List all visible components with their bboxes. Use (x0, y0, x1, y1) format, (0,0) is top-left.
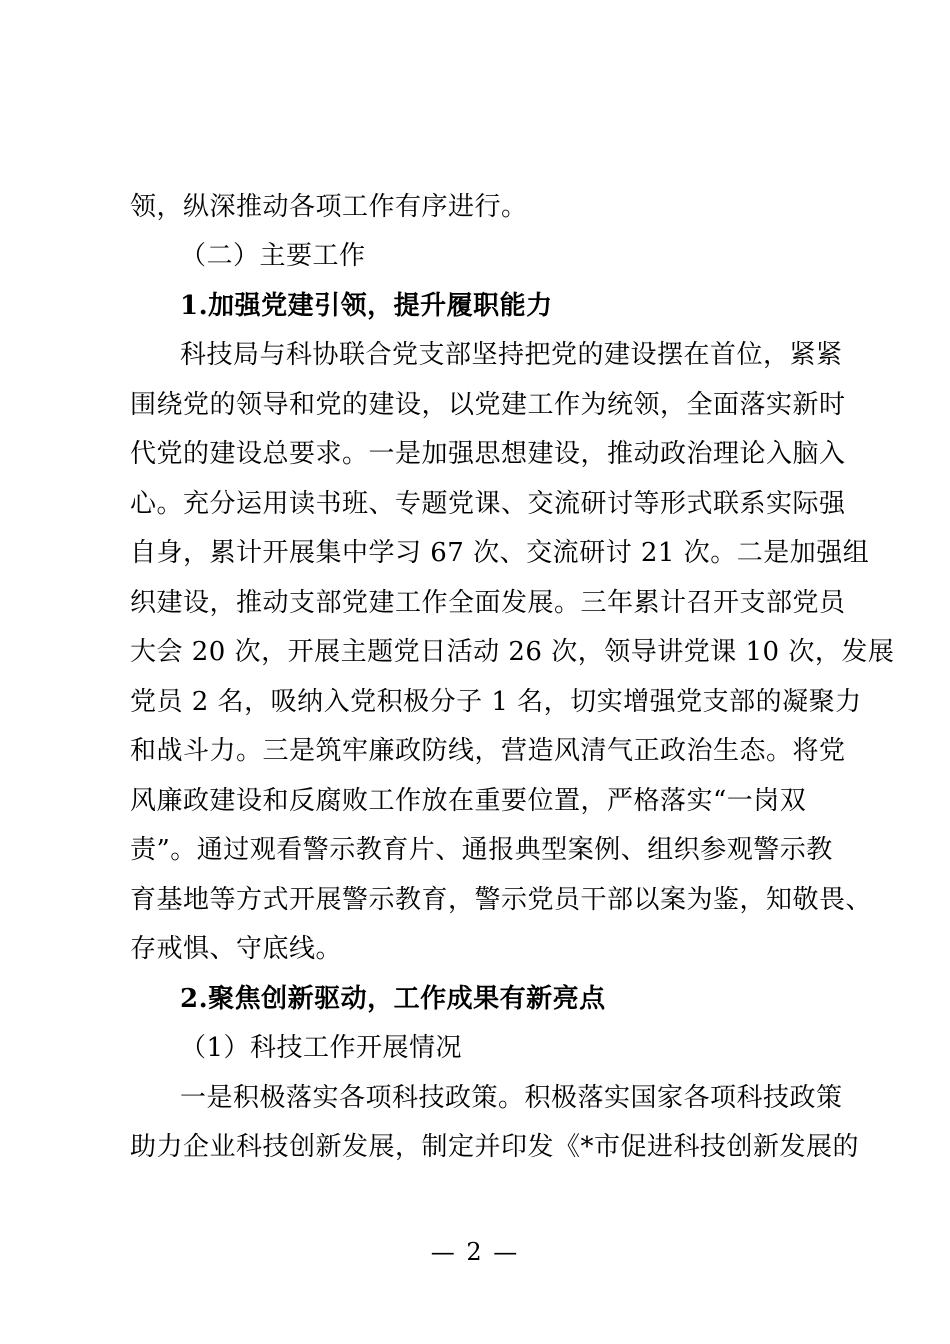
paragraph-line: 围绕党的领导和党的建设，以党建工作为统领，全面落实新时 (130, 390, 846, 420)
paragraph-line: 和战斗力。三是筑牢廉政防线，营造风清气正政治生态。将党 (130, 736, 846, 766)
paragraph-line: 存戒惧、守底线。 (130, 934, 343, 964)
paragraph-line: 一是积极落实各项科技政策。积极落实国家各项科技政策 (180, 1083, 843, 1113)
subsection-heading: 2.聚焦创新驱动，工作成果有新亮点 (180, 984, 606, 1014)
paragraph-line: 自身，累计开展集中学习 67 次、交流研讨 21 次。二是加强组 (130, 538, 870, 568)
paragraph-line: 责”。通过观看警示教育片、通报典型案例、组织参观警示教 (130, 835, 833, 865)
paragraph-line: 大会 20 次，开展主题党日活动 26 次，领导讲党课 10 次，发展 (130, 637, 895, 667)
subsection-heading: 1.加强党建引领，提升履职能力 (180, 291, 553, 321)
paragraph-line: 科技局与科协联合党支部坚持把党的建设摆在首位，紧紧 (180, 340, 843, 370)
paragraph-line: 风廉政建设和反腐败工作放在重要位置，严格落实“一岗双 (130, 786, 807, 816)
paragraph-line: 领，纵深推动各项工作有序进行。 (130, 192, 528, 222)
page-number: — 2 — (430, 1238, 520, 1266)
paragraph-line: 党员 2 名，吸纳入党积极分子 1 名，切实增强党支部的凝聚力 (130, 687, 862, 717)
paragraph-line: 代党的建设总要求。一是加强思想建设，推动政治理论入脑入 (130, 439, 846, 469)
sub-subsection-heading: （1）科技工作开展情况 (180, 1033, 463, 1063)
section-heading: （二）主要工作 (180, 241, 366, 271)
paragraph-line: 织建设，推动支部党建工作全面发展。三年累计召开支部党员 (130, 588, 846, 618)
paragraph-line: 育基地等方式开展警示教育，警示党员干部以案为鉴，知敬畏、 (130, 885, 873, 915)
paragraph-line: 助力企业科技创新发展，制定并印发《*市促进科技创新发展的 (130, 1132, 860, 1162)
paragraph-line: 心。充分运用读书班、专题党课、交流研讨等形式联系实际强 (130, 489, 846, 519)
